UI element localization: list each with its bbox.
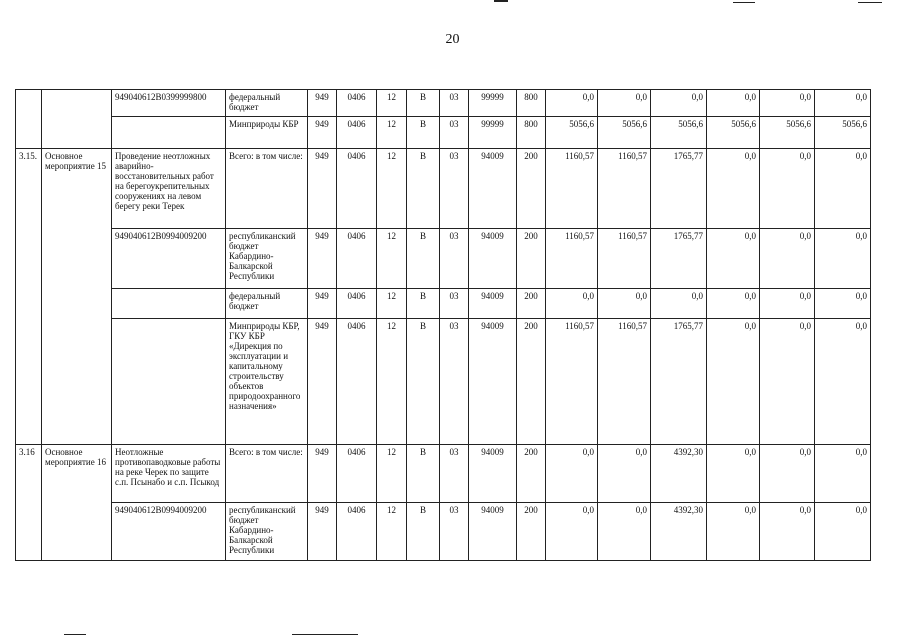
cell-amount-3: 1765,77 — [651, 149, 707, 229]
table-row — [16, 503, 871, 561]
cell-direction: 94009 — [469, 445, 517, 503]
cell-grbs: 949 — [308, 117, 337, 149]
cell-item-number: 3.16 — [16, 445, 42, 561]
cell-funding-source: Всего: в том числе: — [226, 149, 308, 229]
cell-measure: 03 — [440, 90, 469, 117]
cell-expense-type: 200 — [517, 289, 546, 319]
cell-rzpr: 0406 — [337, 445, 377, 503]
cell-direction: 94009 — [469, 289, 517, 319]
cell-amount-6: 0,0 — [815, 90, 871, 117]
cell-item-number — [16, 90, 42, 149]
cell-subprogram: В — [407, 445, 440, 503]
cell-rzpr: 0406 — [337, 289, 377, 319]
cell-amount-2: 0,0 — [598, 289, 651, 319]
cell-expense-type: 200 — [517, 149, 546, 229]
cell-expense-type: 200 — [517, 503, 546, 561]
cell-amount-4: 0,0 — [707, 319, 760, 445]
cell-funding-source: федеральный бюджет — [226, 90, 308, 117]
cell-amount-5: 5056,6 — [760, 117, 815, 149]
cell-measure: 03 — [440, 149, 469, 229]
cell-amount-6: 0,0 — [815, 289, 871, 319]
table-row — [16, 229, 871, 289]
cell-measure: 03 — [440, 229, 469, 289]
cell-amount-4: 5056,6 — [707, 117, 760, 149]
cell-amount-2: 1160,57 — [598, 319, 651, 445]
scan-mark-bottom-2 — [292, 634, 358, 635]
cell-budget-code — [112, 289, 226, 319]
cell-amount-1: 5056,6 — [546, 117, 598, 149]
cell-amount-4: 0,0 — [707, 229, 760, 289]
cell-measure-title: Неотложные противопаводковые работы на реке Черек по защите с.п. Псынабо и с.п. Псыкод — [112, 445, 226, 503]
cell-measure-type: Основное мероприятие 15 — [42, 149, 112, 445]
cell-amount-3: 0,0 — [651, 90, 707, 117]
cell-amount-2: 5056,6 — [598, 117, 651, 149]
cell-funding-source: Минприроды КБР — [226, 117, 308, 149]
cell-budget-code: 949040612B0994009200 — [112, 229, 226, 289]
cell-expense-type: 800 — [517, 117, 546, 149]
cell-amount-3: 4392,30 — [651, 445, 707, 503]
cell-program: 12 — [377, 90, 407, 117]
cell-amount-4: 0,0 — [707, 149, 760, 229]
table-body — [16, 90, 871, 561]
cell-measure: 03 — [440, 445, 469, 503]
cell-grbs: 949 — [308, 90, 337, 117]
table-row — [16, 90, 871, 117]
cell-rzpr: 0406 — [337, 117, 377, 149]
scan-mark-top-1 — [494, 0, 508, 2]
cell-rzpr: 0406 — [337, 503, 377, 561]
cell-rzpr: 0406 — [337, 319, 377, 445]
cell-amount-4: 0,0 — [707, 289, 760, 319]
scan-mark-top-3 — [858, 2, 882, 3]
cell-budget-code — [112, 319, 226, 445]
cell-grbs: 949 — [308, 319, 337, 445]
cell-expense-type: 200 — [517, 229, 546, 289]
cell-funding-source: федеральный бюджет — [226, 289, 308, 319]
cell-program: 12 — [377, 289, 407, 319]
cell-direction: 94009 — [469, 503, 517, 561]
cell-measure: 03 — [440, 319, 469, 445]
scan-mark-top-2 — [733, 2, 755, 3]
cell-amount-5: 0,0 — [760, 149, 815, 229]
cell-subprogram: В — [407, 289, 440, 319]
table-row — [16, 445, 871, 503]
cell-measure: 03 — [440, 503, 469, 561]
cell-rzpr: 0406 — [337, 90, 377, 117]
cell-funding-source: республиканский бюджет Кабардино-Балкарской Республики — [226, 503, 308, 561]
cell-amount-4: 0,0 — [707, 90, 760, 117]
cell-grbs: 949 — [308, 445, 337, 503]
cell-amount-1: 1160,57 — [546, 149, 598, 229]
cell-budget-code — [112, 117, 226, 149]
cell-amount-5: 0,0 — [760, 503, 815, 561]
table-row — [16, 319, 871, 445]
cell-direction: 94009 — [469, 229, 517, 289]
cell-measure-title: Проведение неотложных аварийно-восстановительных работ на берегоукрепительных сооружениях на левом берегу реки Терек — [112, 149, 226, 229]
table-row — [16, 289, 871, 319]
cell-funding-source: республиканский бюджет Кабардино-Балкарской Республики — [226, 229, 308, 289]
cell-subprogram: В — [407, 90, 440, 117]
scan-mark-bottom-1 — [64, 634, 86, 635]
cell-budget-code: 949040612B0399999800 — [112, 90, 226, 117]
cell-amount-6: 0,0 — [815, 149, 871, 229]
cell-amount-1: 0,0 — [546, 90, 598, 117]
cell-amount-3: 0,0 — [651, 289, 707, 319]
cell-subprogram: В — [407, 319, 440, 445]
cell-subprogram: В — [407, 503, 440, 561]
cell-funding-source: Всего: в том числе: — [226, 445, 308, 503]
cell-amount-4: 0,0 — [707, 503, 760, 561]
cell-measure-type — [42, 90, 112, 149]
cell-subprogram: В — [407, 117, 440, 149]
cell-amount-6: 0,0 — [815, 503, 871, 561]
cell-amount-2: 0,0 — [598, 445, 651, 503]
cell-subprogram: В — [407, 149, 440, 229]
cell-direction: 94009 — [469, 319, 517, 445]
cell-grbs: 949 — [308, 149, 337, 229]
cell-amount-6: 0,0 — [815, 445, 871, 503]
cell-program: 12 — [377, 149, 407, 229]
cell-amount-2: 0,0 — [598, 503, 651, 561]
cell-program: 12 — [377, 503, 407, 561]
cell-direction: 94009 — [469, 149, 517, 229]
cell-rzpr: 0406 — [337, 149, 377, 229]
cell-budget-code: 949040612B0994009200 — [112, 503, 226, 561]
cell-direction: 99999 — [469, 90, 517, 117]
cell-rzpr: 0406 — [337, 229, 377, 289]
cell-amount-1: 0,0 — [546, 503, 598, 561]
cell-program: 12 — [377, 117, 407, 149]
cell-measure: 03 — [440, 289, 469, 319]
cell-expense-type: 200 — [517, 445, 546, 503]
cell-program: 12 — [377, 229, 407, 289]
cell-measure-type: Основное мероприятие 16 — [42, 445, 112, 561]
cell-amount-5: 0,0 — [760, 229, 815, 289]
cell-measure: 03 — [440, 117, 469, 149]
cell-amount-3: 1765,77 — [651, 319, 707, 445]
cell-funding-source: Минприроды КБР, ГКУ КБР «Дирекция по эксплуатации и капитальному строительству объектов природоохранного назначения» — [226, 319, 308, 445]
cell-program: 12 — [377, 319, 407, 445]
cell-amount-2: 0,0 — [598, 90, 651, 117]
cell-amount-6: 0,0 — [815, 319, 871, 445]
cell-subprogram: В — [407, 229, 440, 289]
cell-grbs: 949 — [308, 503, 337, 561]
cell-direction: 99999 — [469, 117, 517, 149]
cell-expense-type: 200 — [517, 319, 546, 445]
budget-table — [15, 89, 871, 561]
cell-amount-3: 4392,30 — [651, 503, 707, 561]
cell-amount-5: 0,0 — [760, 445, 815, 503]
cell-amount-2: 1160,57 — [598, 149, 651, 229]
cell-grbs: 949 — [308, 289, 337, 319]
cell-grbs: 949 — [308, 229, 337, 289]
cell-amount-5: 0,0 — [760, 90, 815, 117]
cell-amount-1: 0,0 — [546, 445, 598, 503]
cell-program: 12 — [377, 445, 407, 503]
cell-amount-2: 1160,57 — [598, 229, 651, 289]
cell-amount-4: 0,0 — [707, 445, 760, 503]
cell-amount-3: 5056,6 — [651, 117, 707, 149]
cell-amount-5: 0,0 — [760, 289, 815, 319]
cell-amount-6: 0,0 — [815, 229, 871, 289]
cell-amount-1: 1160,57 — [546, 319, 598, 445]
page-number: 20 — [445, 32, 460, 47]
table-row — [16, 117, 871, 149]
cell-amount-6: 5056,6 — [815, 117, 871, 149]
cell-amount-5: 0,0 — [760, 319, 815, 445]
cell-amount-3: 1765,77 — [651, 229, 707, 289]
cell-expense-type: 800 — [517, 90, 546, 117]
cell-amount-1: 1160,57 — [546, 229, 598, 289]
table-row — [16, 149, 871, 229]
cell-amount-1: 0,0 — [546, 289, 598, 319]
cell-item-number: 3.15. — [16, 149, 42, 445]
